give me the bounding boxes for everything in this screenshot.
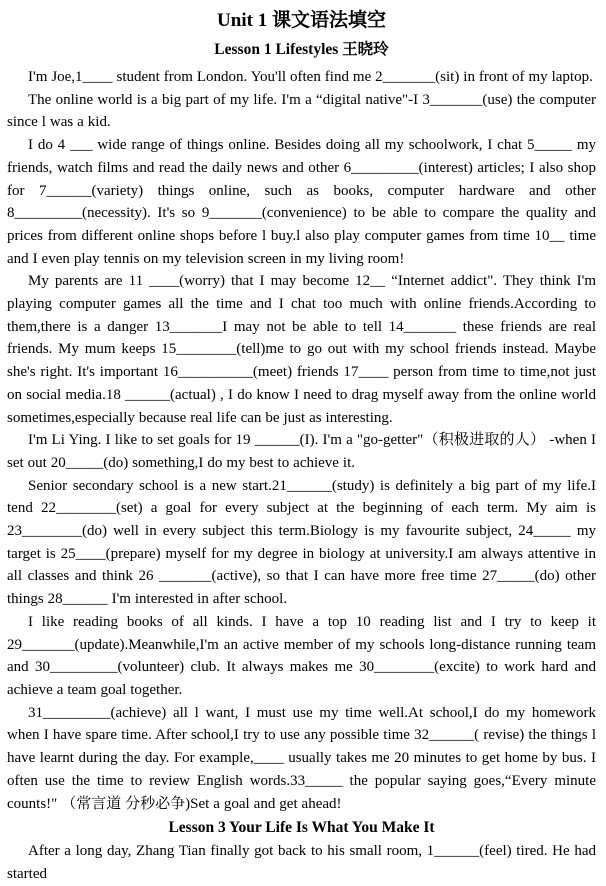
paragraph-liying-intro: I'm Li Ying. I like to set goals for 19 ______(I). I'm a "go-getter"（积极进取的人） -when I set out 20_____(do) something,I do my best to achieve it.	[7, 432, 596, 471]
paragraph-parents-worry: My parents are 11 ____(worry) that I may become 12__ “Internet addict". They think I'm playing computer games all the time and I chat too much with online friends.According to them,there is a danger 13_______I may not be able to tell 14_______ these friends are real friends. My mum keeps 15________(tell)me to go out with my school friends instead. Maybe she's right. It's important 16__________(meet) friends 17____ person from time to time,not just on social media.18 ______(actual) , I do know I need to drag myself away from the online world sometimes,especially because real life can be just as interesting.	[7, 273, 596, 426]
paragraph-senior-school: Senior secondary school is a new start.21______(study) is definitely a big part of my life.I tend 22________(set) a goal for every subject at the beginning of each term. My aim is 23________(do) well in every subject this term.Biology is my favourite subject, 24_____ my target is 25____(prepare) myself for my degree in biology at university.I am always attentive in all classes and think 26 _______(active), so that I can have more free time 27_____(do) other things 28______ I'm interested in after school.	[7, 477, 596, 608]
paragraph-zhang-tian: After a long day, Zhang Tian finally got back to his small room, 1______(feel) tired. He had started	[7, 843, 596, 882]
paragraph-things-online: I do 4 ___ wide range of things online. Besides doing all my schoolwork, I chat 5_____ my friends, watch films and read the daily news and other 6_________(interest) articles; I also shop for 7______(variety) things online, such as books, computer hardware and other 8_________(necessity). It's so 9_______(convenience) to be able to compare the quality and prices from different online shops before l buy.l also play computer games from time 10__ time and I even play tennis on my television screen in my living room!	[7, 137, 596, 267]
paragraph-joe-intro: I'm Joe,1____ student from London. You'll often find me 2_______(sit) in front of my laptop.	[28, 69, 593, 85]
lesson1-heading: Lesson 1 Lifestyles 王晓玲	[214, 41, 389, 58]
paragraph-use-time-well: 31_________(achieve) all l want, I must use my time well.At school,I do my homework when I have spare time. After school,I try to use any possible time 32______( revise) the things l have learnt during the day. For example,____ usually takes me 20 minutes to get home by bus. I often use the time to review English words.33_____ the popular saying goes,“Every minute counts!" （常言道 分秒必争)Set a goal and get ahead!	[7, 704, 596, 812]
paragraph-reading-books: I like reading books of all kinds. I have a top 10 reading list and I try to keep it 29_______(update).Meanwhile,I'm an active member of my schools long-distance running team and 30_________(volunteer) club. It always makes me 30________(excite) to work hard and achieve a team goal together.	[7, 613, 596, 698]
paragraph-online-world: The online world is a big part of my life. I'm a “digital native"-I 3_______(use) the computer since l was a kid.	[7, 91, 596, 131]
lesson3-heading: Lesson 3 Your Life Is What You Make It	[168, 819, 435, 837]
document-title: Unit 1 课文语法填空	[217, 10, 386, 31]
